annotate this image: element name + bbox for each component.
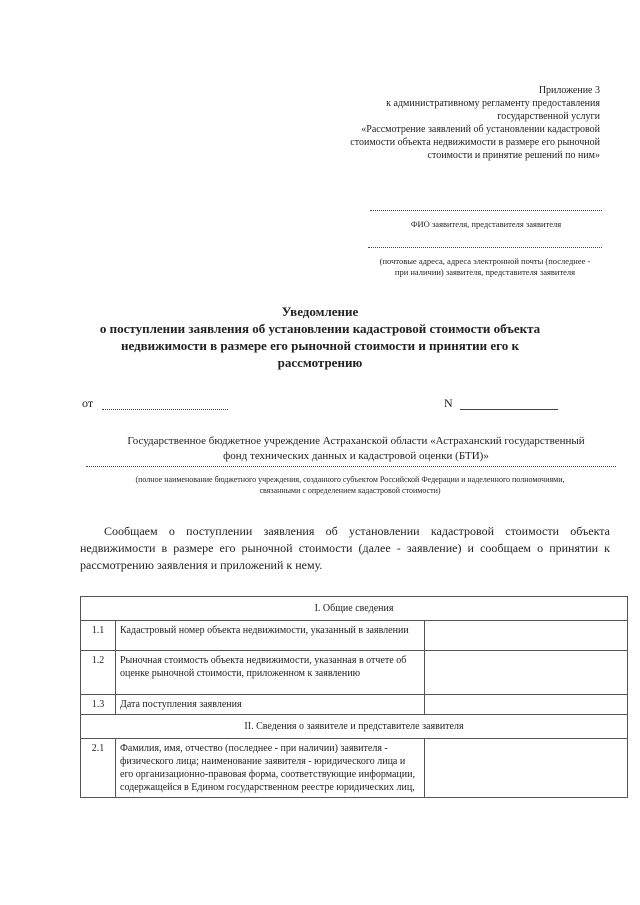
organization-name: [96, 434, 616, 464]
title-line: недвижимости в размере его рыночной стоимости и принятии его к: [120, 338, 520, 353]
section-header-row: [81, 715, 628, 739]
section-header-row: [81, 597, 628, 621]
title-line: Уведомление: [281, 304, 359, 319]
appendix-line: государственной услуги: [497, 111, 600, 122]
date-from-label: от: [82, 396, 94, 410]
title-line: рассмотрению: [277, 355, 363, 370]
date-field[interactable]: [102, 397, 228, 410]
appendix-block: [300, 84, 600, 162]
number-label: N: [444, 396, 453, 410]
table-row: [81, 651, 628, 695]
organization-underline: [86, 466, 616, 467]
appendix-line: «Рассмотрение заявлений об установлении кадастровой: [361, 124, 600, 135]
appendix-line: Приложение 3: [538, 85, 600, 96]
row-number: 2.1: [81, 739, 116, 798]
info-table: [80, 596, 628, 798]
row-value[interactable]: [425, 695, 628, 715]
row-value[interactable]: [425, 651, 628, 695]
applicant-name-line[interactable]: [370, 210, 602, 211]
row-number: 1.3: [81, 695, 116, 715]
row-description: Дата поступления заявления: [116, 695, 425, 715]
applicant-address-caption: [355, 256, 615, 278]
section-header: II. Сведения о заявителе и представителе заявителя: [81, 715, 628, 739]
row-description: Рыночная стоимость объекта недвижимости, указанная в отчете об оценке рыночной стоимости, приложенном к заявлению: [116, 651, 425, 695]
address-caption-line: (почтовые адреса, адреса электронной почты (последнее -: [379, 256, 591, 266]
appendix-line: стоимости объекта недвижимости в размере его рыночной: [350, 137, 600, 148]
table-row: [81, 621, 628, 651]
org-line: фонд технических данных и кадастровой оценки (БТИ)»: [223, 450, 489, 462]
number-field[interactable]: [460, 397, 558, 410]
appendix-line: стоимости и принятие решений по ним»: [427, 150, 600, 161]
org-line: Государственное бюджетное учреждение Астраханской области «Астраханский государственный: [127, 435, 585, 447]
row-description: Фамилия, имя, отчество (последнее - при наличии) заявителя - физического лица; наименование заявителя - юридического лица и его организационно-правовая форма, соответствующие информации, содержащейся в Едином государственном реестре юридических лиц,: [116, 739, 425, 798]
organization-caption: [80, 474, 620, 496]
table-row: [81, 695, 628, 715]
table-row: [81, 739, 628, 798]
row-value[interactable]: [425, 739, 628, 798]
appendix-line: к административному регламенту предоставления: [386, 98, 600, 109]
address-caption-line: при наличии) заявителя, представителя заявителя: [394, 267, 576, 277]
title-line: о поступлении заявления об установлении кадастровой стоимости объекта: [99, 321, 541, 336]
row-description: Кадастровый номер объекта недвижимости, указанный в заявлении: [116, 621, 425, 651]
row-value[interactable]: [425, 621, 628, 651]
row-number: 1.2: [81, 651, 116, 695]
applicant-address-line[interactable]: [368, 247, 602, 248]
notice-paragraph: Сообщаем о поступлении заявления об установлении кадастровой стоимости объекта недвижимости в размере его рыночной стоимости (далее - заявление) и сообщаем о принятии к рассмотрению заявления и приложений к нему.: [80, 524, 610, 572]
notice-title: [40, 303, 600, 371]
row-number: 1.1: [81, 621, 116, 651]
applicant-name-caption: ФИО заявителя, представителя заявителя: [410, 219, 562, 229]
org-caption-line: связанными с определением кадастровой стоимости): [259, 486, 441, 495]
section-header: I. Общие сведения: [81, 597, 628, 621]
org-caption-line: (полное наименование бюджетного учреждения, созданного субъектом Российской Федерации и наделенного полномочиями,: [135, 475, 565, 484]
